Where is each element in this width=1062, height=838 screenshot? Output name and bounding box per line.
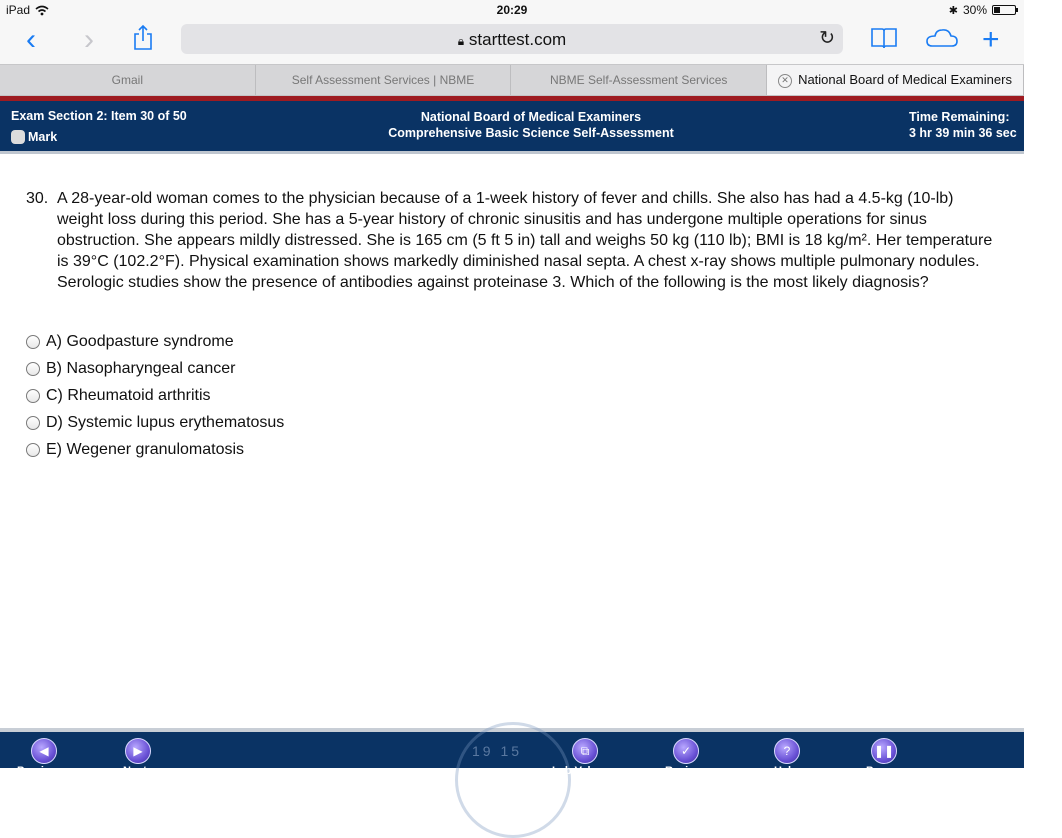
org-name: National Board of Medical Examiners [420, 110, 642, 124]
status-time: 20:29 [496, 3, 528, 17]
option-e-label: E) Wegener granulomatosis [46, 440, 245, 458]
pause-button[interactable] [871, 738, 897, 764]
mark-label: Mark [28, 130, 58, 144]
next-label[interactable]: Next [123, 765, 147, 777]
active-tab-label: National Board of Medical Examiners [798, 72, 1012, 87]
time-value: 3 hr 39 min 36 sec [909, 126, 1017, 140]
back-arrow-icon[interactable]: ‹ [26, 23, 36, 56]
nbme-seal-watermark [455, 722, 571, 838]
radio-a[interactable] [26, 335, 40, 349]
previous-button[interactable] [31, 738, 57, 764]
seal-text: 19 15 [472, 743, 523, 759]
help-button[interactable] [774, 738, 800, 764]
review-check-icon: ✓ [680, 744, 692, 758]
question-stem [26, 188, 1001, 293]
radio-b[interactable] [26, 362, 40, 376]
option-c-label: C) Rheumatoid arthritis [46, 386, 211, 404]
tab-gmail[interactable]: Gmail [0, 65, 256, 95]
option-b[interactable] [26, 355, 284, 382]
option-d[interactable] [26, 409, 284, 436]
close-tab-icon[interactable]: ✕ [778, 74, 792, 88]
time-remaining [909, 109, 1017, 141]
radio-e[interactable] [26, 443, 40, 457]
help-label[interactable]: Help [774, 765, 798, 777]
option-a-label: A) Goodpasture syndrome [46, 332, 234, 350]
next-button[interactable] [125, 738, 151, 764]
option-a[interactable] [26, 328, 284, 355]
battery-fill [994, 7, 1000, 13]
browser-toolbar [0, 20, 1024, 64]
new-tab-icon[interactable]: + [982, 23, 1000, 56]
exam-title [0, 109, 1062, 141]
pause-label[interactable]: Pause [866, 765, 899, 777]
previous-icon: ◀ [39, 744, 49, 758]
battery-icon [992, 5, 1016, 15]
url-text: starttest.com [468, 30, 567, 49]
lab-values-label[interactable]: Lab Values [552, 765, 610, 777]
previous-label[interactable]: Previous [17, 765, 64, 777]
lab-values-icon: ⧉ [580, 744, 590, 758]
question-text: A 28-year-old woman comes to the physician because of a 1-week history of fever and chills. She also has had a 4.5-kg (10-lb) weight loss during this period. She has a 5-year history of chronic sinusitis and has undergone multiple operations for sinus obstruction. She appears mildly distressed. She is 165 cm (5 ft 5 in) tall and weighs 50 kg (110 lb); BMI is 18 kg/m². Her temperature is 39°C (102.2°F). Physical examination shows markedly diminished nasal septa. A chest x-ray shows multiple pulmonary nodules. Serologic studies show the presence of antibodies against proteinase 3. Which of the following is the most likely diagnosis? [57, 190, 993, 291]
forward-arrow-icon[interactable]: › [84, 23, 94, 56]
next-icon: ▶ [133, 744, 143, 758]
ios-status-bar [0, 0, 1024, 20]
device-name: iPad [6, 3, 31, 17]
share-icon[interactable] [133, 25, 153, 51]
pause-icon: ❚❚ [873, 744, 895, 758]
option-c[interactable] [26, 382, 284, 409]
tab-self-assessment-services[interactable]: Self Assessment Services | NBME [256, 65, 512, 95]
tab-nbme-active[interactable] [767, 65, 1024, 95]
option-d-label: D) Systemic lupus erythematosus [46, 413, 285, 431]
option-e[interactable] [26, 436, 284, 463]
exam-section: Exam Section 2: Item 30 of 50 [11, 109, 187, 123]
time-label: Time Remaining: [909, 110, 1010, 124]
battery-percent: 30% [962, 3, 987, 17]
review-button[interactable] [673, 738, 699, 764]
cloud-tabs-icon[interactable] [924, 28, 958, 48]
answer-options [26, 328, 284, 463]
lab-values-button[interactable] [572, 738, 598, 764]
address-bar[interactable] [181, 24, 843, 54]
test-name: Comprehensive Basic Science Self-Assessment [388, 126, 674, 140]
radio-c[interactable] [26, 389, 40, 403]
exam-nav-bar [0, 728, 1024, 777]
status-right [949, 3, 1016, 17]
lock-icon: 🔒︎ [457, 34, 465, 48]
exam-header [0, 101, 1024, 151]
reload-icon[interactable]: ↻ [819, 28, 835, 49]
bookmarks-icon[interactable] [870, 27, 898, 49]
help-icon: ? [783, 744, 791, 758]
option-b-label: B) Nasopharyngeal cancer [46, 359, 236, 377]
review-label[interactable]: Review [665, 765, 703, 777]
radio-d[interactable] [26, 416, 40, 430]
bluetooth-icon: ✱ [948, 4, 958, 17]
header-underline [0, 151, 1024, 154]
url-display [181, 30, 843, 50]
browser-tabs [0, 64, 1024, 96]
question-number: 30. [26, 190, 49, 207]
tab-nbme-self-assessment[interactable]: NBME Self-Assessment Services [511, 65, 767, 95]
